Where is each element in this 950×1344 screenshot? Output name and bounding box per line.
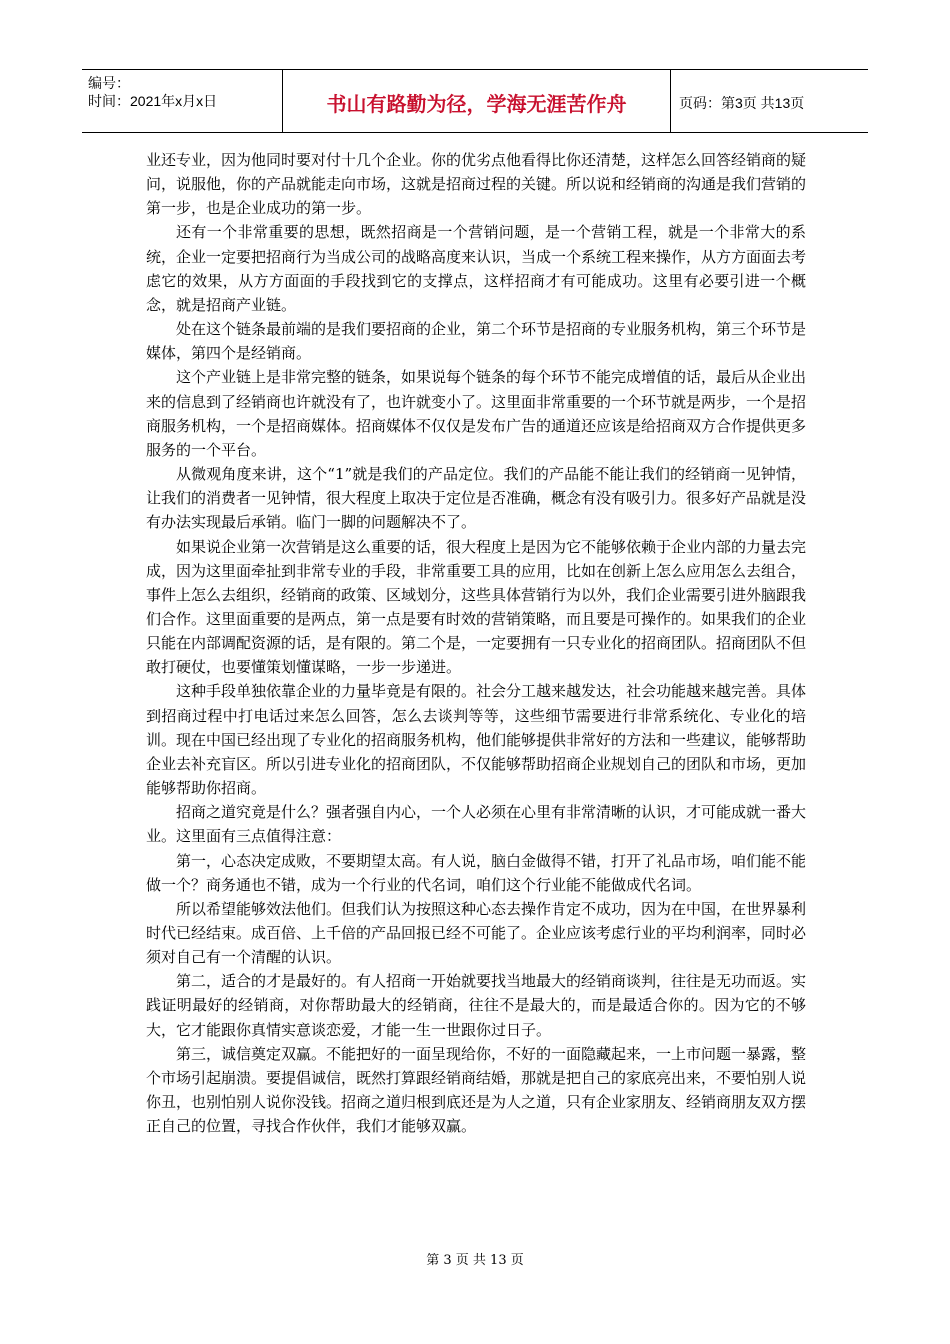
paragraph: 如果说企业第一次营销是这么重要的话，很大程度上是因为它不能够依赖于企业内部的力量去完成，因为这里面牵扯到非常专业的手段，非常重要工具的应用，比如在创新上怎么应用怎么去组合，事件上怎么去组织，经销商的政策、区域划分，这些具体营销行为以外，我们企业需要引进外脑跟我们合作。这里面重要的是两点，第一点是要有时效的营销策略，而且要是可操作的。如果我们的企业只能在内部调配资源的话，是有限的。第二个是，一定要拥有一只专业化的招商团队。招商团队不但敢打硬仗，也要懂策划懂谋略，一步一步递进。	[146, 537, 807, 677]
motto-text: 书山有路勤为径，学海无涯苦作舟	[326, 92, 627, 116]
page-footer: 第 3 页 共 13 页	[426, 1253, 524, 1268]
header-page-cell	[671, 70, 868, 132]
paragraph: 招商之道究竟是什么？强者强自内心，一个人必须在心里有非常清晰的认识，才可能成就一番大业。这里面有三点值得注意：	[146, 803, 807, 846]
paragraph: 处在这个链条最前端的是我们要招商的企业，第二个环节是招商的专业服务机构，第三个环节是媒体，第四个是经销商。	[146, 320, 807, 363]
page-header	[82, 69, 868, 133]
paragraph: 这种手段单独依靠企业的力量毕竟是有限的。社会分工越来越发达，社会功能越来越完善。具体到招商过程中打电话过来怎么回答，怎么去谈判等等，这些细节需要进行非常系统化、专业化的培训。现在中国已经出现了专业化的招商服务机构，他们能够提供非常好的方法和一些建议，能够帮助企业去补充盲区。所以引进专业化的招商团队，不仅能够帮助招商企业规划自己的团队和市场，更加能够帮助你招商。	[146, 682, 807, 798]
paragraph: 第三，诚信奠定双赢。不能把好的一面呈现给你，不好的一面隐藏起来，一上市问题一暴露，整个市场引起崩溃。要提倡诚信，既然打算跟经销商结婚，那就是把自己的家底亮出来，不要怕别人说你丑，也别怕别人说你没钱。招商之道归根到底还是为人之道，只有企业家朋友、经销商朋友双方摆正自己的位置，寻找合作伙伴，我们才能够双赢。	[146, 1044, 807, 1136]
paragraph: 第一，心态决定成败，不要期望太高。有人说，脑白金做得不错，打开了礼品市场，咱们能不能做一个？商务通也不错，成为一个行业的代名词，咱们这个行业能不能做成代名词。	[146, 851, 807, 894]
body-text	[146, 148, 806, 1138]
header-motto-cell	[283, 70, 671, 132]
paragraph: 还有一个非常重要的思想，既然招商是一个营销问题，是一个营销工程，就是一个非常大的系统，企业一定要把招商行为当成公司的战略高度来认识，当成一个系统工程来操作，从方方面面去考虑它的效果，从方方面面的手段找到它的支撑点，这样招商才有可能成功。这里有必要引进一个概念，就是招商产业链。	[146, 223, 807, 314]
header-meta-cell	[82, 70, 283, 132]
paragraph: 这个产业链上是非常完整的链条，如果说每个链条的每个环节不能完成增值的话，最后从企业出来的信息到了经销商也许就没有了，也许就变小了。这里面非常重要的一个环节就是两步，一个是招商服务机构，一个是招商媒体。招商媒体不仅仅是发布广告的通道还应该是给招商双方合作提供更多服务的一个平台。	[146, 368, 807, 459]
paragraph: 所以希望能够效法他们。但我们认为按照这种心态去操作肯定不成功，因为在中国，在世界暴利时代已经结束。成百倍、上千倍的产品回报已经不可能了。企业应该考虑行业的平均利润率，同时必须对自己有一个清醒的认识。	[146, 899, 807, 967]
header-page-number: 页码：第3页 共13页	[679, 95, 805, 111]
paragraph: 业还专业，因为他同时要对付十几个企业。你的优劣点他看得比你还清楚，这样怎么回答经销商的疑问，说服他，你的产品就能走向市场，这就是招商过程的关键。所以说和经销商的沟通是我们营销的第一步，也是企业成功的第一步。	[146, 151, 807, 218]
serial-number-label: 编号：	[88, 75, 130, 91]
paragraph: 第二，适合的才是最好的。有人招商一开始就要找当地最大的经销商谈判，往往是无功而返。实践证明最好的经销商，对你帮助最大的经销商，往往不是最大的，而是最适合你的。因为它的不够大，它才能跟你真情实意谈恋爱，才能一生一世跟你过日子。	[146, 972, 807, 1039]
date-label: 时间：2021年x月x日	[88, 93, 218, 109]
paragraph: 从微观角度来讲，这个“1”就是我们的产品定位。我们的产品能不能让我们的经销商一见钟情，让我们的消费者一见钟情，很大程度上取决于定位是否准确，概念有没有吸引力。很多好产品就是没有办法实现最后承销。临门一脚的问题解决不了。	[146, 465, 807, 532]
